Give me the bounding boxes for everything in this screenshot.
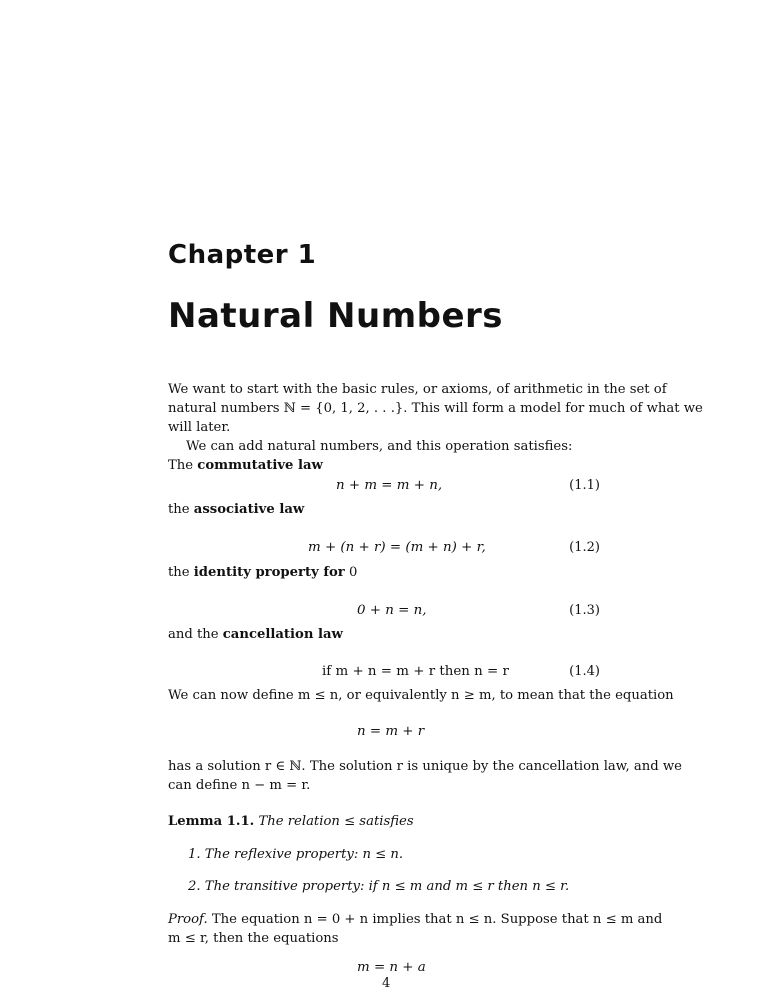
- lemma-label: Lemma 1.1.: [168, 814, 255, 829]
- chapter-label: Chapter 1: [168, 240, 317, 270]
- law-prefix: The: [168, 458, 198, 473]
- equation-1-1: n + m = m + n,: [336, 478, 443, 493]
- lemma-statement: The relation ≤ satisfies: [258, 814, 414, 829]
- law-name: commutative law: [197, 458, 323, 473]
- law-name: associative law: [193, 502, 305, 517]
- proof-equation: m = n + a: [357, 960, 426, 975]
- chapter-title: Natural Numbers: [168, 296, 504, 336]
- page-number: 4: [382, 976, 391, 991]
- law-heading-commutative: [168, 456, 323, 475]
- intro-line-1: We want to start with the basic rules, or axioms, of arithmetic in the set of: [168, 382, 667, 397]
- equation-1-3: 0 + n = n,: [357, 603, 427, 618]
- law-suffix: 0: [344, 565, 358, 580]
- intro-line-2: natural numbers ℕ = {0, 1, 2, . . .}. This will form a model for much of what we: [168, 401, 703, 416]
- lemma-1-1: [168, 812, 414, 831]
- proof-line-2: m ≤ r, then the equations: [168, 931, 339, 946]
- equation-number-1-1: (1.1): [569, 478, 600, 493]
- law-heading-associative: [168, 500, 304, 519]
- law-name: cancellation law: [222, 627, 343, 642]
- proof-label: Proof.: [168, 912, 208, 927]
- definition-line-3: can define n − m = r.: [168, 778, 311, 793]
- equation-1-2: m + (n + r) = (m + n) + r,: [308, 540, 486, 555]
- proof-line-1: [168, 910, 662, 929]
- equation-number-1-4: (1.4): [569, 664, 600, 679]
- law-heading-identity: [168, 563, 357, 582]
- definition-equation: n = m + r: [357, 724, 425, 739]
- law-heading-cancellation: [168, 625, 343, 644]
- law-name: identity property for: [193, 565, 345, 580]
- intro-line-3: will later.: [168, 420, 231, 435]
- law-prefix: the: [168, 565, 194, 580]
- proof-text: The equation n = 0 + n implies that n ≤ n. Suppose that n ≤ m and: [211, 912, 663, 927]
- equation-number-1-3: (1.3): [569, 603, 600, 618]
- intro-line-4: We can add natural numbers, and this operation satisfies:: [186, 439, 573, 454]
- lemma-item-transitive: 2. The transitive property: if n ≤ m and m ≤ r then n ≤ r.: [188, 879, 570, 894]
- law-prefix: the: [168, 502, 194, 517]
- equation-1-4: if m + n = m + r then n = r: [322, 664, 509, 679]
- definition-line-2: has a solution r ∈ ℕ. The solution r is unique by the cancellation law, and we: [168, 759, 682, 774]
- definition-line-1: We can now define m ≤ n, or equivalently n ≥ m, to mean that the equation: [168, 688, 674, 703]
- equation-number-1-2: (1.2): [569, 540, 600, 555]
- law-prefix: and the: [168, 627, 223, 642]
- lemma-item-reflexive: 1. The reflexive property: n ≤ n.: [188, 847, 404, 862]
